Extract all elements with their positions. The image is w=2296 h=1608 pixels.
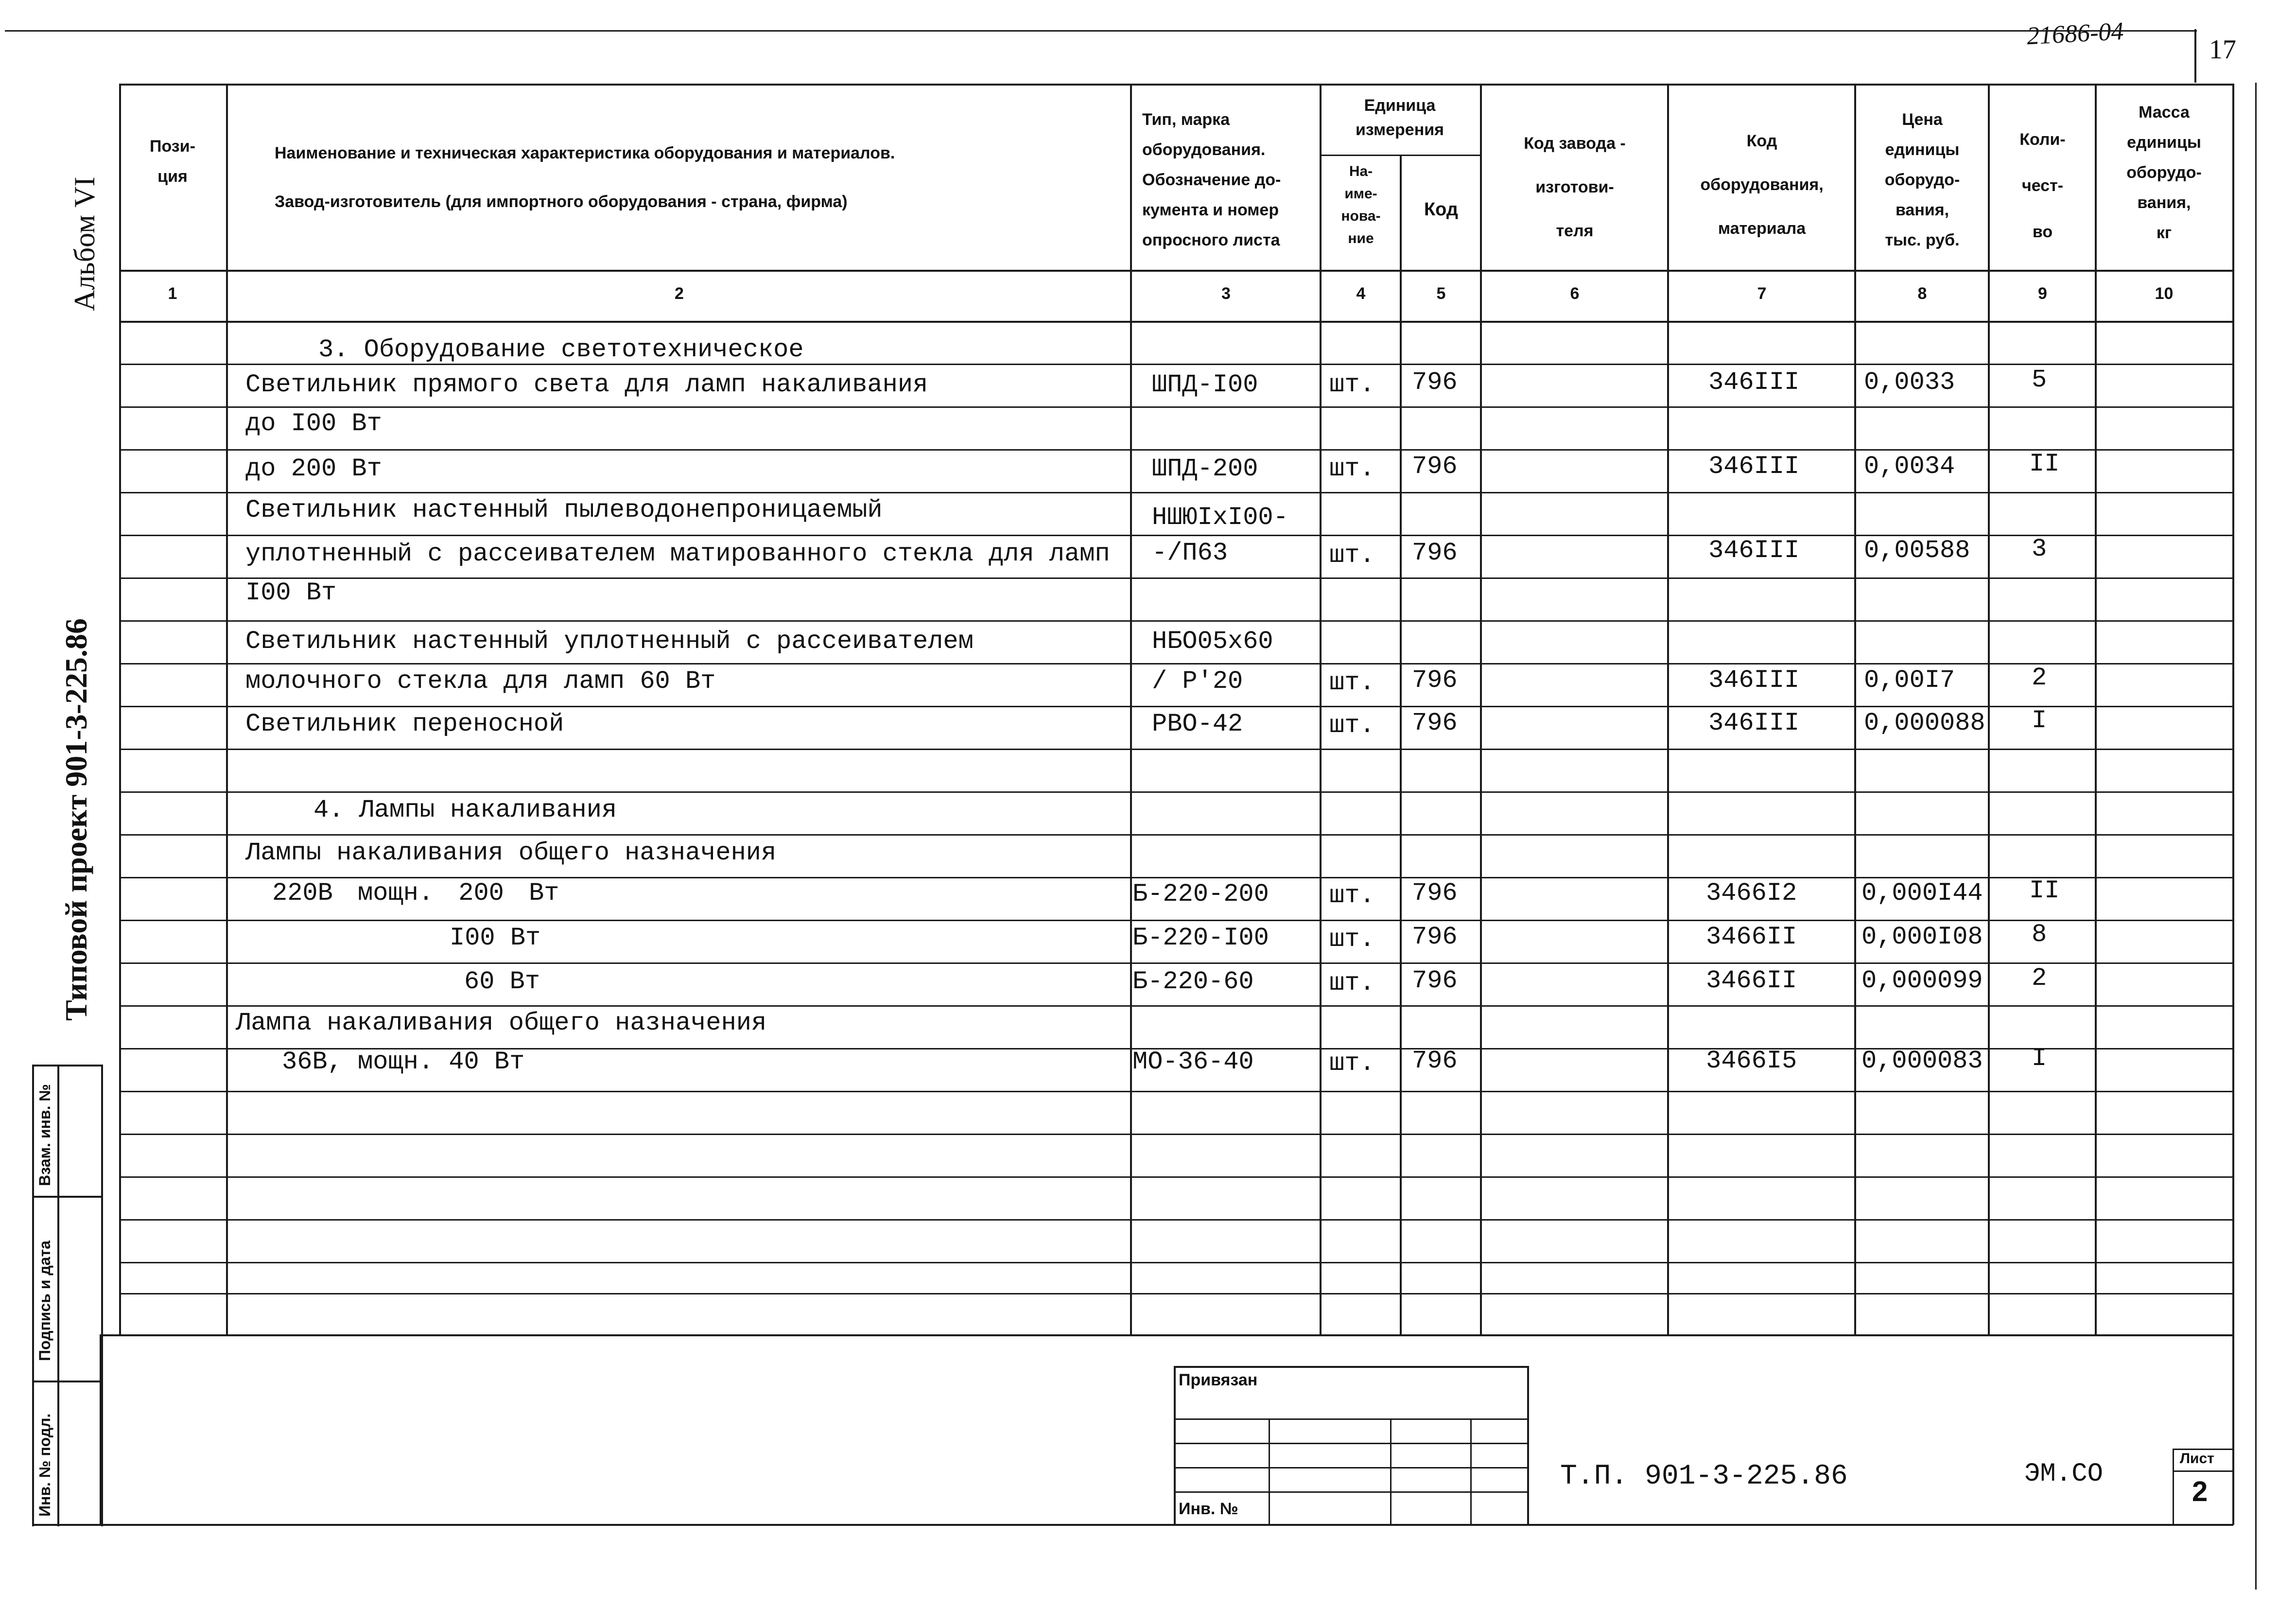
col-number: 1 (168, 284, 177, 303)
project-label: Типовой проект 901-3-225.86 (59, 618, 93, 1021)
item-name: молочного стекла для ламп 60 Вт (245, 667, 716, 696)
document-code: Т.П. 901-3-225.86 (1560, 1461, 1848, 1492)
item-name: I00 Вт (450, 924, 541, 952)
item-unit-code: 796 (1412, 539, 1458, 567)
item-quantity: II (2029, 876, 2060, 905)
item-quantity: 8 (2032, 920, 2047, 949)
item-unit: шт. (1329, 370, 1375, 399)
col-number: 10 (2155, 284, 2174, 303)
original-inv-label: Инв. № подл. (36, 1413, 53, 1517)
item-type: ШПД-I00 (1152, 370, 1258, 399)
header-mass: Масса единицы оборудо- вания, кг (2126, 103, 2202, 242)
item-unit: шт. (1329, 711, 1375, 740)
item-unit-code: 796 (1412, 368, 1458, 397)
col-number: 4 (1356, 284, 1366, 303)
item-unit-code: 796 (1412, 923, 1458, 951)
header-price: Цена единицы оборудо- вания, тыс. руб. (1884, 110, 1960, 249)
inv-number-label: Инв. № (1179, 1500, 1238, 1518)
item-unit: шт. (1329, 881, 1375, 910)
col-number: 9 (2038, 284, 2047, 303)
item-unit: шт. (1329, 668, 1375, 697)
item-type: Б-220-200 (1132, 880, 1269, 909)
item-unit-code: 796 (1412, 1047, 1458, 1075)
item-quantity: 2 (2032, 964, 2047, 993)
archive-number: 21686-04 (2026, 17, 2124, 51)
item-name: 220В мощн. 200 Вт (272, 879, 559, 908)
item-type: Б-220-I00 (1132, 924, 1269, 952)
item-name: Лампа накаливания общего назначения (236, 1009, 767, 1037)
header-quantity: Коли- чест- во (2019, 130, 2066, 241)
item-unit: шт. (1329, 541, 1375, 570)
item-unit: шт. (1329, 969, 1375, 997)
page-number: 17 (2209, 35, 2236, 65)
header-name: Наименование и техническая характеристика оборудования и материалов. Завод-изготовитель (для импортного оборудования - страна, фирма) (275, 144, 895, 211)
item-name: до 200 Вт (245, 454, 382, 483)
section-title: 4. Лампы накаливания (313, 796, 617, 824)
item-type: НБО05х60 (1152, 627, 1273, 656)
item-name: Светильник настенный уплотненный с рассеивателем (245, 627, 974, 656)
document-mark: ЭМ.СО (2024, 1459, 2104, 1489)
item-equipment-code: 3466II (1706, 923, 1797, 951)
item-quantity: I (2032, 1044, 2047, 1073)
header-unit-name: На- име- нова- ние (1341, 163, 1381, 246)
item-price: 0,0034 (1864, 452, 1955, 481)
item-price: 0,000088 (1864, 709, 1985, 737)
item-price: 0,000083 (1861, 1047, 1983, 1075)
signature-date-label: Подпись и дата (36, 1241, 53, 1361)
item-name: 60 Вт (464, 967, 540, 996)
item-name: I00 Вт (245, 578, 337, 607)
item-unit-code: 796 (1412, 452, 1458, 481)
item-equipment-code: 3466I5 (1706, 1047, 1797, 1075)
item-price: 0,0033 (1864, 368, 1955, 397)
col-number: 7 (1757, 284, 1767, 303)
item-price: 0,000I08 (1861, 923, 1983, 951)
item-quantity: 5 (2032, 366, 2047, 394)
item-unit: шт. (1329, 1049, 1375, 1078)
col-number: 6 (1570, 284, 1580, 303)
col-number: 5 (1436, 284, 1446, 303)
item-price: 0,000I44 (1861, 879, 1983, 908)
item-equipment-code: 346III (1708, 452, 1800, 481)
item-type: РВО-42 (1152, 710, 1243, 738)
item-name: Светильник переносной (245, 710, 564, 738)
bound-label: Привязан (1179, 1371, 1258, 1389)
header-type: Тип, марка оборудования. Обозначение до- кумента и номер опросного листа (1142, 110, 1281, 249)
item-name: уплотненный с рассеивателем матированного стекла для ламп (245, 540, 1110, 568)
item-equipment-code: 3466II (1706, 966, 1797, 995)
item-type: ШПД-200 (1152, 454, 1258, 483)
item-equipment-code: 346III (1708, 536, 1800, 565)
col-number: 3 (1221, 284, 1231, 303)
item-name: Лампы накаливания общего назначения (245, 839, 777, 867)
item-unit-code: 796 (1412, 879, 1458, 908)
item-price: 0,00588 (1864, 536, 1970, 565)
col-number: 8 (1917, 284, 1927, 303)
col-number: 2 (675, 284, 684, 303)
item-unit-code: 796 (1412, 966, 1458, 995)
item-name: до I00 Вт (245, 409, 382, 438)
header-unit-code: Код (1424, 199, 1459, 220)
sheet-label: Лист (2180, 1451, 2214, 1467)
item-unit-code: 796 (1412, 709, 1458, 737)
header-position: Пози- ция (150, 137, 195, 186)
item-quantity: 2 (2032, 664, 2047, 692)
item-price: 0,000099 (1861, 966, 1983, 995)
item-name: Светильник прямого света для ламп накаливания (245, 370, 928, 399)
header-unit: Единица измерения (1356, 96, 1444, 139)
item-quantity: I (2032, 706, 2047, 735)
item-unit: шт. (1329, 454, 1375, 483)
item-equipment-code: 346III (1708, 368, 1800, 397)
item-type: -/П63 (1152, 539, 1228, 567)
item-name: 36В, мощн. 40 Вт (282, 1048, 525, 1076)
item-equipment-code: 346III (1708, 709, 1800, 737)
item-type: НШЮIхI00- (1152, 503, 1288, 532)
sheet-number: 2 (2192, 1476, 2208, 1507)
item-unit: шт. (1329, 925, 1375, 954)
replace-inv-label: Взам. инв. № (36, 1084, 53, 1186)
item-quantity: 3 (2032, 535, 2047, 563)
section-title: 3. Оборудование светотехническое (318, 335, 804, 364)
item-quantity: II (2029, 450, 2060, 478)
item-unit-code: 796 (1412, 666, 1458, 695)
item-type: Б-220-60 (1132, 967, 1254, 996)
item-type: / Р'20 (1152, 667, 1243, 696)
item-price: 0,00I7 (1864, 666, 1955, 695)
album-label: Альбом VI (69, 176, 101, 311)
item-name: Светильник настенный пылеводонепроницаемый (245, 496, 883, 524)
item-equipment-code: 346III (1708, 666, 1800, 695)
header-maker-code: Код завода - изготови- теля (1524, 134, 1626, 240)
header-equipment-code: Код оборудования, материала (1700, 132, 1824, 238)
item-equipment-code: 3466I2 (1706, 879, 1797, 908)
item-type: МО-36-40 (1132, 1048, 1254, 1076)
